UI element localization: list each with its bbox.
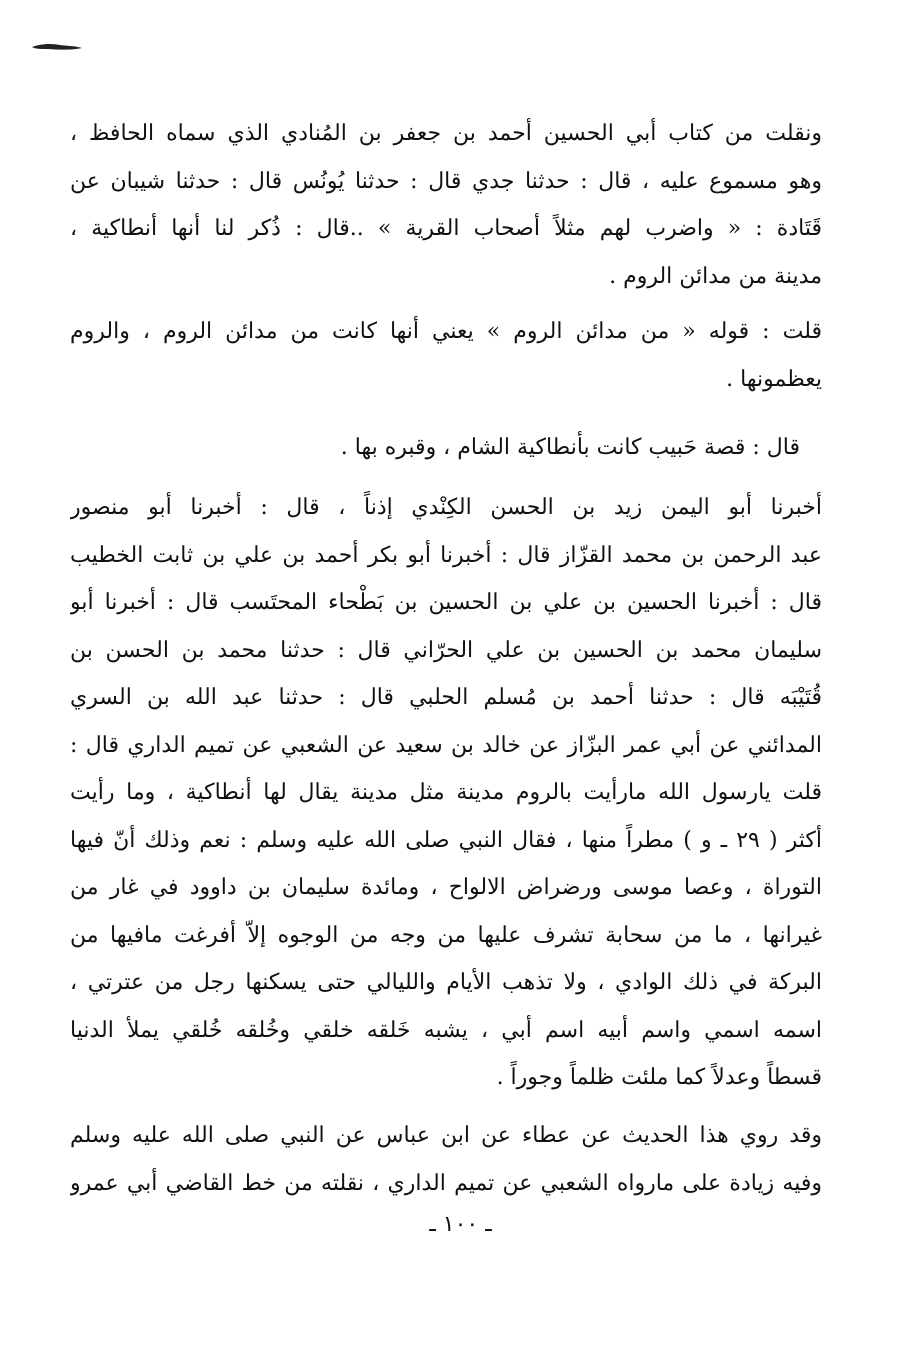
text-line: المدائني عن أبي عمر البزّاز عن خالد بن سعيد عن الشعبي عن تميم الداري قال : [70,732,822,758]
paragraph-intro [70,110,822,300]
text-line: يعظمونها . [726,366,822,392]
text-line: عبد الرحمن بن محمد القزّاز قال : أخبرنا أبو بكر أحمد بن علي بن ثابت الخطيب [70,542,822,568]
page-number: ـ ١٠٠ ـ [429,1212,492,1237]
paragraph-hadith-chain [70,484,822,1102]
text-line: وفيه زيادة على مارواه الشعبي عن تميم الداري ، نقلته من خط القاضي أبي عمرو [70,1170,822,1196]
text-line: قلت : قوله « من مدائن الروم » يعني أنها كانت من مدائن الروم ، والروم [70,319,822,344]
text-line: مدينة من مدائن الروم . [609,263,822,289]
text-line: قلت يارسول الله مارأيت بالروم مدينة مثل مدينة يقال لها أنطاكية ، وما رأيت [70,780,822,805]
text-line: غيرانها ، ما من سحابة تشرف عليها من وجه من الوجوه إلاّ أفرغت مافيها من [70,922,822,948]
text-line: وقد روي هذا الحديث عن عطاء عن ابن عباس عن النبي صلى الله عليه وسلم [70,1123,822,1148]
text-line: اسمه اسمي واسم أبيه اسم أبي ، يشبه خَلقه خلقي وخُلقه خُلقي يملأ الدنيا [70,1017,822,1043]
text-line: قُتَيْبَه قال : حدثنا أحمد بن مُسلم الحلبي قال : حدثنا عبد الله بن السري [70,685,822,710]
text-line: قَتَادة : « واضرب لهم مثلاً أصحاب القرية » ..قال : ذُكر لنا أنها أنطاكية ، [70,216,822,241]
text-line: قال : أخبرنا الحسين بن علي بن الحسين بن بَطْحاء المحتَسب قال : أخبرنا أبو [70,590,822,615]
text-line: التوراة ، وعصا موسى ورضراض الالواح ، ومائدة سليمان بن داوود في غار من [70,875,822,900]
text-line: وهو مسموع عليه ، قال : حدثنا جدي قال : حدثنا يُونُس قال : حدثنا شيبان عن [70,168,822,194]
paragraph-habib-story [240,424,800,472]
text-line: أكثر ( ٢٩ ـ و ) مطراً منها ، فقال النبي صلى الله عليه وسلم : نعم وذلك أنّ فيها [70,827,822,853]
paragraph-other-narration [70,1112,822,1207]
ink-smudge-mark [30,40,84,52]
text-line: سليمان محمد بن الحسين بن علي الحرّاني قال : حدثنا محمد بن الحسن بن [70,637,822,663]
text-line: ونقلت من كتاب أبي الحسين أحمد بن جعفر بن المُنادي الذي سماه الحافظ ، [70,121,822,146]
text-line: قسطاً وعدلاً كما ملئت ظلماً وجوراً . [496,1065,822,1090]
text-line: البركة في ذلك الوادي ، ولا تذهب الأيام والليالي حتى يسكنها رجل من عترتي ، [70,970,822,995]
text-line: أخبرنا أبو اليمن زيد بن الحسن الكِنْدي إذناً ، قال : أخبرنا أبو منصور [70,495,822,520]
paragraph-commentary [70,308,822,403]
text-line: قال : قصة حَبيب كانت بأنطاكية الشام ، وقبره بها . [340,435,800,460]
